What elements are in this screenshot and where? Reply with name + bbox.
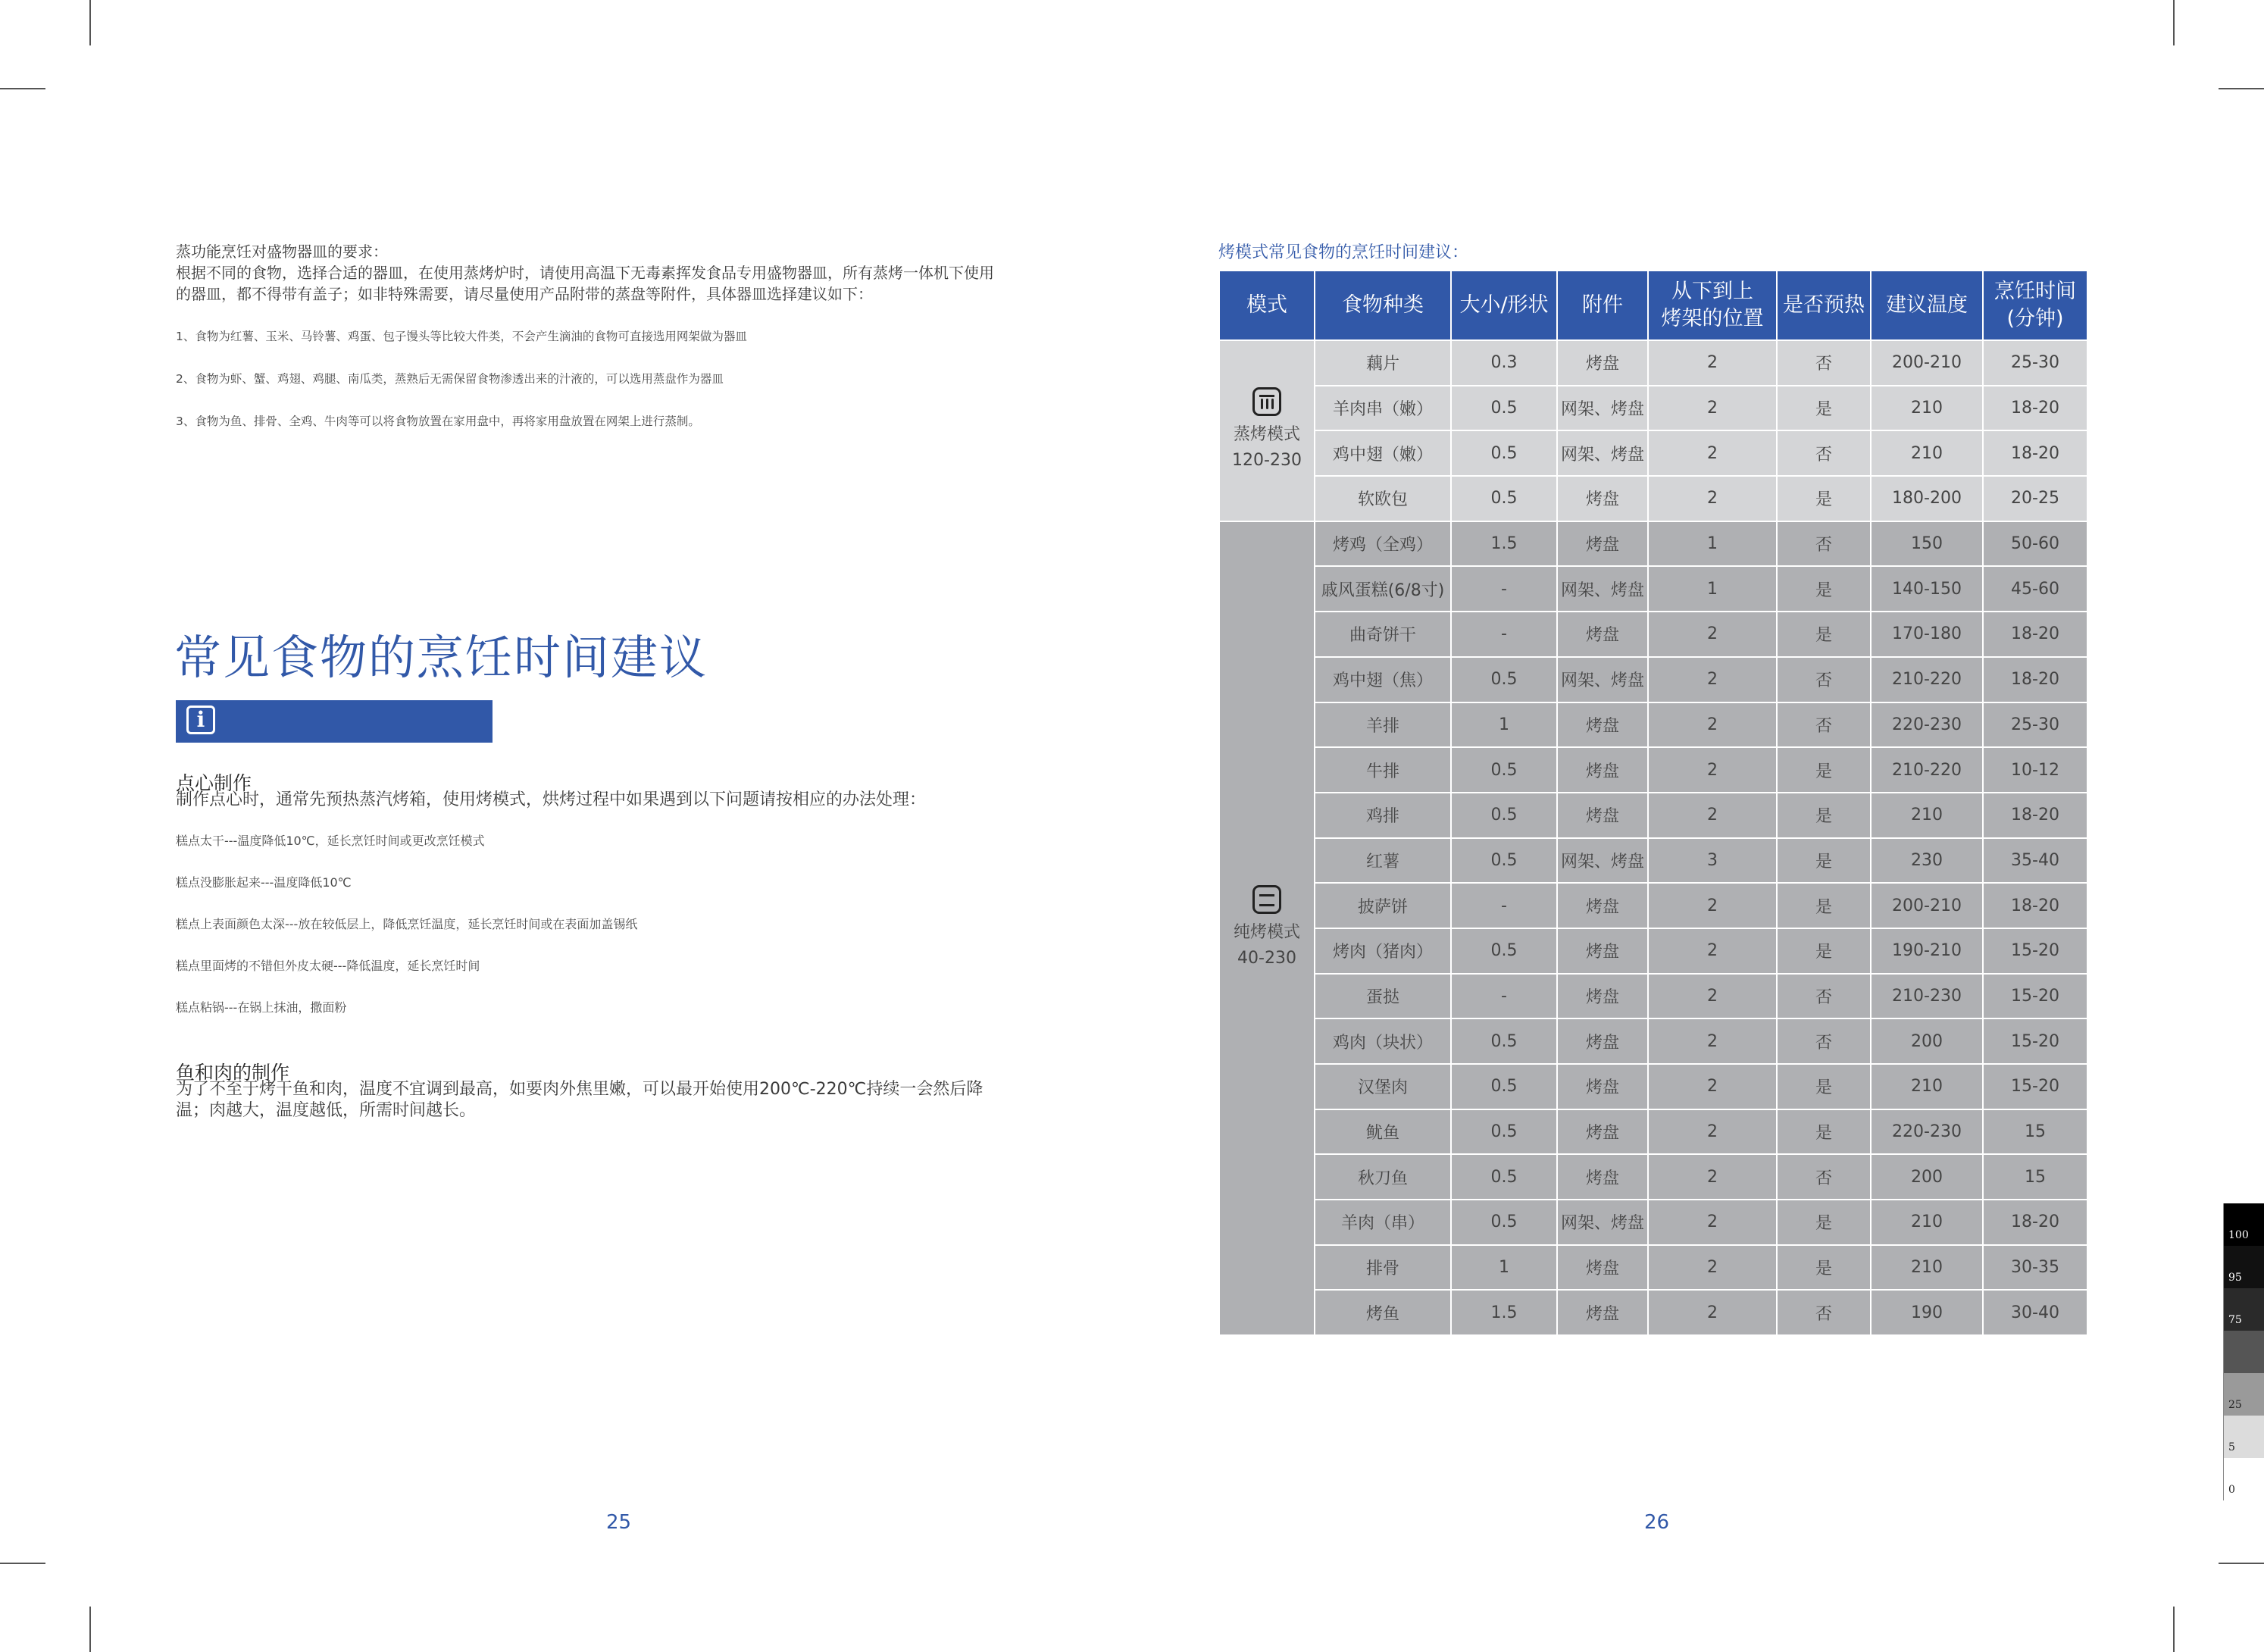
header-size: 大小/形状 — [1451, 271, 1557, 340]
cell-preheat: 是 — [1777, 1200, 1871, 1245]
cell-food: 戚风蛋糕(6/8寸) — [1315, 566, 1451, 612]
pastry-tip: 糕点太干---温度降低10℃，延长烹饪时间或更改烹饪模式 — [176, 834, 485, 848]
table-row — [1219, 521, 2087, 567]
cell-size: 0.5 — [1451, 476, 1557, 521]
cell-temperature: 200-210 — [1871, 340, 1983, 386]
bake-mode-cell — [1219, 521, 1315, 1335]
cell-preheat: 是 — [1777, 1109, 1871, 1155]
cell-rack-position: 2 — [1648, 702, 1777, 748]
cell-food: 鸡排 — [1315, 793, 1451, 838]
cell-preheat: 是 — [1777, 1064, 1871, 1109]
cell-preheat: 否 — [1777, 340, 1871, 386]
table-row — [1219, 1109, 2087, 1155]
cell-accessory: 烤盘 — [1557, 340, 1648, 386]
info-icon: i — [186, 706, 215, 734]
cell-preheat: 是 — [1777, 476, 1871, 521]
cell-rack-position: 1 — [1648, 566, 1777, 612]
cell-preheat: 否 — [1777, 974, 1871, 1019]
container-suggestions — [176, 327, 1085, 455]
cell-rack-position: 2 — [1648, 1154, 1777, 1200]
cell-rack-position: 2 — [1648, 430, 1777, 476]
cell-time: 18-20 — [1983, 883, 2087, 928]
cell-temperature: 220-230 — [1871, 702, 1983, 748]
color-scale-swatch — [2223, 1416, 2264, 1458]
table-row — [1219, 702, 2087, 748]
table-row — [1219, 883, 2087, 928]
cell-temperature: 140-150 — [1871, 566, 1983, 612]
mode-name: 纯烤模式 — [1233, 922, 1300, 942]
cell-size: 0.5 — [1451, 657, 1557, 702]
table-row — [1219, 793, 2087, 838]
header-mode: 模式 — [1219, 271, 1315, 340]
crop-mark — [2173, 0, 2175, 45]
header-accessory: 附件 — [1557, 271, 1648, 340]
cell-accessory: 烤盘 — [1557, 612, 1648, 657]
cell-rack-position: 2 — [1648, 747, 1777, 793]
fish-meat-line: 为了不至于烤干鱼和肉，温度不宜调到最高，如要肉外焦里嫩，可以最开始使用200℃-220℃持续一会然后降 — [176, 1080, 983, 1099]
cell-time: 15-20 — [1983, 1064, 2087, 1109]
cell-preheat: 是 — [1777, 1245, 1871, 1291]
color-scale-swatch — [2223, 1203, 2264, 1246]
cell-temperature: 230 — [1871, 838, 1983, 884]
cell-accessory: 烤盘 — [1557, 521, 1648, 567]
cell-size: 0.5 — [1451, 747, 1557, 793]
cell-preheat: 是 — [1777, 928, 1871, 974]
crop-mark — [89, 1607, 91, 1652]
cell-temperature: 220-230 — [1871, 1109, 1983, 1155]
cell-accessory: 网架、烤盘 — [1557, 386, 1648, 431]
intro-text — [176, 241, 1055, 305]
cell-time: 15 — [1983, 1154, 2087, 1200]
cell-food: 鸡肉（块状） — [1315, 1018, 1451, 1064]
header-text: 烹饪时间 — [1994, 280, 2076, 303]
suggestion-item: 1、食物为红薯、玉米、马铃薯、鸡蛋、包子馒头等比较大件类，不会产生滴油的食物可直接选用网架做为器皿 — [176, 330, 747, 343]
cell-food: 烤肉（猪肉） — [1315, 928, 1451, 974]
cell-temperature: 210 — [1871, 386, 1983, 431]
cell-temperature: 200-210 — [1871, 883, 1983, 928]
cell-food: 羊肉串（嫩） — [1315, 386, 1451, 431]
cell-food: 排骨 — [1315, 1245, 1451, 1291]
suggestion-item: 2、食物为虾、蟹、鸡翅、鸡腿、南瓜类，蒸熟后无需保留食物渗透出来的汁液的，可以选用蒸盘作为器皿 — [176, 372, 724, 386]
fish-meat-text — [176, 1079, 1070, 1122]
color-scale-swatch — [2223, 1288, 2264, 1331]
cell-rack-position: 2 — [1648, 386, 1777, 431]
table-row — [1219, 1154, 2087, 1200]
table-row — [1219, 928, 2087, 974]
cell-accessory: 烤盘 — [1557, 747, 1648, 793]
suggestion-item: 3、食物为鱼、排骨、全鸡、牛肉等可以将食物放置在家用盘中，再将家用盘放置在网架上进行蒸制。 — [176, 415, 700, 428]
cell-temperature: 200 — [1871, 1018, 1983, 1064]
table-row — [1219, 838, 2087, 884]
cell-rack-position: 2 — [1648, 1109, 1777, 1155]
cell-temperature: 190 — [1871, 1290, 1983, 1335]
mode-name: 蒸烤模式 — [1233, 425, 1300, 445]
cell-food: 秋刀鱼 — [1315, 1154, 1451, 1200]
cell-size: 0.3 — [1451, 340, 1557, 386]
cell-rack-position: 2 — [1648, 1290, 1777, 1335]
cell-temperature: 150 — [1871, 521, 1983, 567]
pastry-tip: 糕点里面烤的不错但外皮太硬---降低温度，延长烹饪时间 — [176, 959, 480, 973]
table-row — [1219, 657, 2087, 702]
info-banner — [176, 700, 493, 743]
cell-preheat: 否 — [1777, 702, 1871, 748]
color-scale-label: 95 — [2228, 1272, 2242, 1284]
crop-mark — [2219, 88, 2264, 89]
cell-size: 1.5 — [1451, 521, 1557, 567]
color-scale-label: 5 — [2228, 1441, 2235, 1453]
cell-temperature: 190-210 — [1871, 928, 1983, 974]
cell-size: 0.5 — [1451, 430, 1557, 476]
cell-temperature: 180-200 — [1871, 476, 1983, 521]
page-title: 常见食物的烹饪时间建议 — [174, 630, 708, 685]
cell-size: 0.5 — [1451, 386, 1557, 431]
cell-time: 15-20 — [1983, 1018, 2087, 1064]
cell-preheat: 否 — [1777, 1018, 1871, 1064]
cell-food: 鸡中翅（嫩） — [1315, 430, 1451, 476]
header-food: 食物种类 — [1315, 271, 1451, 340]
cell-time: 25-30 — [1983, 340, 2087, 386]
cell-temperature: 210-230 — [1871, 974, 1983, 1019]
cell-rack-position: 2 — [1648, 476, 1777, 521]
table-row — [1219, 747, 2087, 793]
cell-preheat: 否 — [1777, 521, 1871, 567]
table-row — [1219, 974, 2087, 1019]
cell-size: 0.5 — [1451, 1018, 1557, 1064]
cell-rack-position: 2 — [1648, 657, 1777, 702]
pastry-tips — [176, 832, 637, 1040]
cell-temperature: 210 — [1871, 793, 1983, 838]
table-row — [1219, 476, 2087, 521]
fish-meat-line: 温；肉越大，温度越低，所需时间越长。 — [176, 1101, 477, 1120]
cell-food: 汉堡肉 — [1315, 1064, 1451, 1109]
cell-rack-position: 2 — [1648, 1200, 1777, 1245]
cell-food: 烤鱼 — [1315, 1290, 1451, 1335]
cell-rack-position: 2 — [1648, 1064, 1777, 1109]
bake-mode-icon — [1252, 885, 1281, 914]
page-number: 25 — [606, 1511, 632, 1534]
table-row — [1219, 612, 2087, 657]
cell-food: 牛排 — [1315, 747, 1451, 793]
crop-mark — [0, 1563, 45, 1564]
cell-size: - — [1451, 612, 1557, 657]
mode-temperature-range: 40-230 — [1237, 948, 1296, 968]
cell-accessory: 烤盘 — [1557, 1245, 1648, 1291]
page-number: 26 — [1644, 1511, 1670, 1534]
cell-preheat: 是 — [1777, 612, 1871, 657]
cell-accessory: 烤盘 — [1557, 1109, 1648, 1155]
cell-accessory: 网架、烤盘 — [1557, 838, 1648, 884]
cell-temperature: 210 — [1871, 1245, 1983, 1291]
cell-temperature: 200 — [1871, 1154, 1983, 1200]
cell-size: 0.5 — [1451, 793, 1557, 838]
cell-time: 30-35 — [1983, 1245, 2087, 1291]
cell-food: 羊肉（串） — [1315, 1200, 1451, 1245]
cell-rack-position: 1 — [1648, 521, 1777, 567]
cell-time: 20-25 — [1983, 476, 2087, 521]
cell-preheat: 是 — [1777, 386, 1871, 431]
cell-temperature: 170-180 — [1871, 612, 1983, 657]
fish-meat-heading: 鱼和肉的制作 — [176, 1062, 290, 1084]
table-row — [1219, 1290, 2087, 1335]
cell-rack-position: 2 — [1648, 883, 1777, 928]
cell-time: 18-20 — [1983, 793, 2087, 838]
color-scale-swatch — [2223, 1373, 2264, 1416]
cell-preheat: 是 — [1777, 838, 1871, 884]
header-text: (分钟) — [2006, 307, 2064, 330]
cell-rack-position: 2 — [1648, 928, 1777, 974]
pastry-tip: 糕点粘锅---在锅上抹油，撒面粉 — [176, 1000, 347, 1015]
cell-rack-position: 2 — [1648, 793, 1777, 838]
intro-line: 的器皿，都不得带有盖子；如非特殊需要，请尽量使用产品附带的蒸盘等附件，具体器皿选择建议如下： — [176, 285, 873, 303]
cell-accessory: 烤盘 — [1557, 476, 1648, 521]
intro-line: 根据不同的食物，选择合适的器皿，在使用蒸烤炉时，请使用高温下无毒素挥发食品专用盛物器皿，所有蒸烤一体机下使用 — [176, 264, 994, 282]
cell-time: 15-20 — [1983, 974, 2087, 1019]
steam-mode-cell — [1219, 340, 1315, 521]
color-scale-label: 100 — [2228, 1229, 2249, 1241]
cell-temperature: 210-220 — [1871, 657, 1983, 702]
cooking-time-table — [1218, 270, 2088, 1336]
color-scale-swatch — [2223, 1458, 2264, 1500]
pastry-tip: 糕点上表面颜色太深---放在较低层上，降低烹饪温度，延长烹饪时间或在表面加盖锡纸 — [176, 917, 638, 931]
pastry-text: 制作点心时，通常先预热蒸汽烤箱，使用烤模式，烘烤过程中如果遇到以下问题请按相应的办法处理： — [176, 790, 927, 809]
cell-food: 羊排 — [1315, 702, 1451, 748]
crop-mark — [89, 0, 91, 45]
cell-food: 藕片 — [1315, 340, 1451, 386]
cell-preheat: 否 — [1777, 430, 1871, 476]
header-text: 从下到上 — [1671, 280, 1753, 303]
color-scale-swatch — [2223, 1331, 2264, 1373]
cell-temperature: 210 — [1871, 1064, 1983, 1109]
cell-accessory: 烤盘 — [1557, 1064, 1648, 1109]
cell-preheat: 是 — [1777, 883, 1871, 928]
table-caption: 烤模式常见食物的烹饪时间建议： — [1218, 243, 1469, 262]
cell-food: 披萨饼 — [1315, 883, 1451, 928]
table-row — [1219, 566, 2087, 612]
color-scale — [2223, 1203, 2264, 1500]
cell-food: 红薯 — [1315, 838, 1451, 884]
steam-mode-icon — [1252, 387, 1281, 416]
cell-size: - — [1451, 883, 1557, 928]
color-scale-label: 75 — [2228, 1314, 2242, 1326]
cell-food: 曲奇饼干 — [1315, 612, 1451, 657]
cell-temperature: 210 — [1871, 430, 1983, 476]
crop-mark — [2219, 1563, 2264, 1564]
table-row — [1219, 430, 2087, 476]
pastry-heading: 点心制作 — [176, 772, 252, 794]
cell-time: 25-30 — [1983, 702, 2087, 748]
cell-size: 0.5 — [1451, 1064, 1557, 1109]
cell-time: 45-60 — [1983, 566, 2087, 612]
color-scale-swatch — [2223, 1246, 2264, 1288]
cell-temperature: 210-220 — [1871, 747, 1983, 793]
header-time — [1983, 271, 2087, 340]
cell-time: 30-40 — [1983, 1290, 2087, 1335]
cell-food: 软欧包 — [1315, 476, 1451, 521]
cell-size: 0.5 — [1451, 838, 1557, 884]
header-text: 烤架的位置 — [1661, 307, 1764, 330]
cell-time: 18-20 — [1983, 430, 2087, 476]
cell-time: 35-40 — [1983, 838, 2087, 884]
cell-accessory: 烤盘 — [1557, 928, 1648, 974]
cell-accessory: 烤盘 — [1557, 702, 1648, 748]
cell-time: 50-60 — [1983, 521, 2087, 567]
cell-time: 15-20 — [1983, 928, 2087, 974]
cell-preheat: 是 — [1777, 747, 1871, 793]
header-rack-position — [1648, 271, 1777, 340]
cell-accessory: 烤盘 — [1557, 1154, 1648, 1200]
header-temperature: 建议温度 — [1871, 271, 1983, 340]
cell-accessory: 网架、烤盘 — [1557, 657, 1648, 702]
cell-rack-position: 3 — [1648, 838, 1777, 884]
cell-size: 1.5 — [1451, 1290, 1557, 1335]
cell-accessory: 烤盘 — [1557, 1290, 1648, 1335]
cell-time: 18-20 — [1983, 1200, 2087, 1245]
cell-accessory: 烤盘 — [1557, 883, 1648, 928]
color-scale-label: 0 — [2228, 1484, 2235, 1496]
cell-food: 鸡中翅（焦） — [1315, 657, 1451, 702]
cell-temperature: 210 — [1871, 1200, 1983, 1245]
table-row — [1219, 386, 2087, 431]
crop-mark — [0, 88, 45, 89]
cell-accessory: 烤盘 — [1557, 1018, 1648, 1064]
cell-preheat: 否 — [1777, 657, 1871, 702]
table-row — [1219, 340, 2087, 386]
color-scale-label: 25 — [2228, 1399, 2242, 1411]
cell-food: 烤鸡（全鸡） — [1315, 521, 1451, 567]
cell-accessory: 网架、烤盘 — [1557, 430, 1648, 476]
cell-size: 1 — [1451, 702, 1557, 748]
cell-preheat: 否 — [1777, 1154, 1871, 1200]
cell-rack-position: 2 — [1648, 340, 1777, 386]
header-preheat: 是否预热 — [1777, 271, 1871, 340]
cell-time: 18-20 — [1983, 386, 2087, 431]
cell-food: 鱿鱼 — [1315, 1109, 1451, 1155]
cell-size: 0.5 — [1451, 928, 1557, 974]
cell-accessory: 网架、烤盘 — [1557, 566, 1648, 612]
table-header-row — [1219, 271, 2087, 340]
cell-rack-position: 2 — [1648, 1245, 1777, 1291]
cell-time: 18-20 — [1983, 612, 2087, 657]
cell-time: 10-12 — [1983, 747, 2087, 793]
cell-size: - — [1451, 566, 1557, 612]
intro-line: 蒸功能烹饪对盛物器皿的要求： — [176, 242, 388, 261]
cell-food: 蛋挞 — [1315, 974, 1451, 1019]
cell-rack-position: 2 — [1648, 1018, 1777, 1064]
cell-time: 15 — [1983, 1109, 2087, 1155]
cell-size: 0.5 — [1451, 1109, 1557, 1155]
crop-mark — [2173, 1607, 2175, 1652]
table-row — [1219, 1064, 2087, 1109]
cell-preheat: 是 — [1777, 566, 1871, 612]
cell-rack-position: 2 — [1648, 612, 1777, 657]
mode-temperature-range: 120-230 — [1232, 451, 1302, 471]
table-row — [1219, 1245, 2087, 1291]
cell-size: 0.5 — [1451, 1200, 1557, 1245]
table-row — [1219, 1200, 2087, 1245]
cell-preheat: 是 — [1777, 793, 1871, 838]
cell-accessory: 网架、烤盘 — [1557, 1200, 1648, 1245]
cell-size: - — [1451, 974, 1557, 1019]
cell-preheat: 否 — [1777, 1290, 1871, 1335]
pastry-tip: 糕点没膨胀起来---温度降低10℃ — [176, 875, 352, 890]
cell-accessory: 烤盘 — [1557, 974, 1648, 1019]
cell-time: 18-20 — [1983, 657, 2087, 702]
table-row — [1219, 1018, 2087, 1064]
cell-rack-position: 2 — [1648, 974, 1777, 1019]
cell-size: 0.5 — [1451, 1154, 1557, 1200]
cell-size: 1 — [1451, 1245, 1557, 1291]
cell-accessory: 烤盘 — [1557, 793, 1648, 838]
